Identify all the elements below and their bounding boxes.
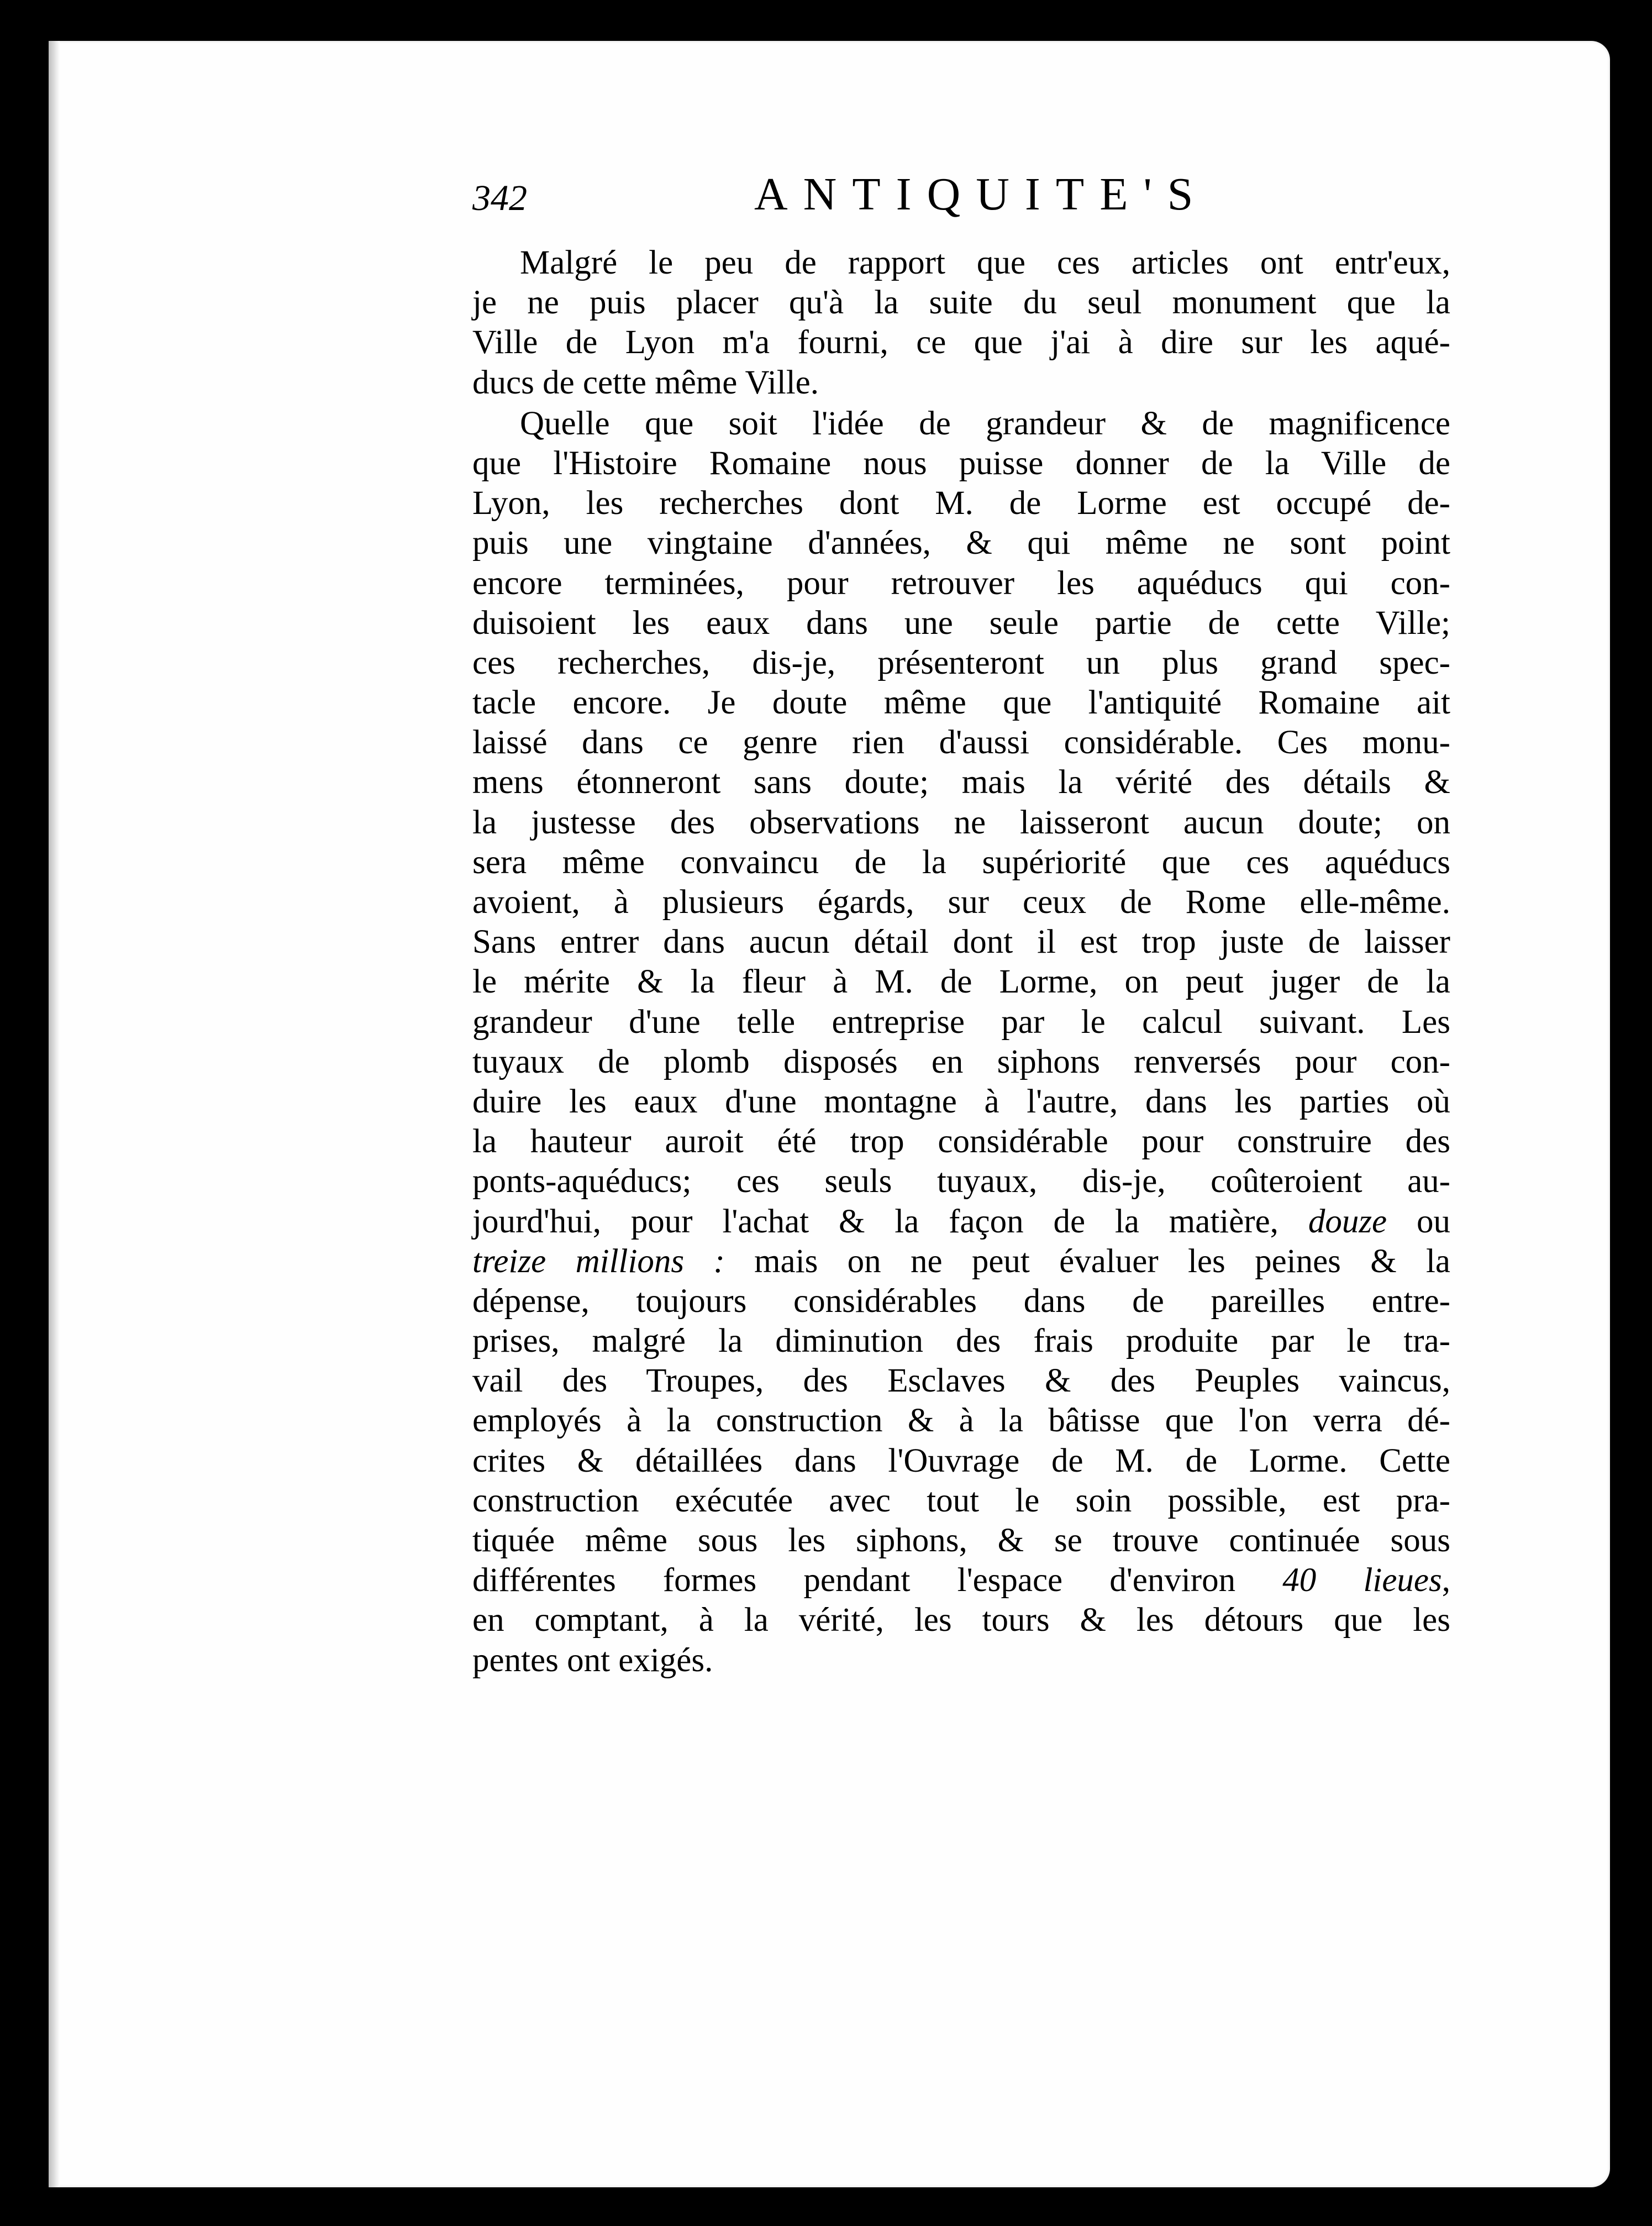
italic-text-span: 40 lieues (1282, 1562, 1442, 1599)
text-line: duisoient les eaux dans une seule partie de cette Ville; (472, 604, 1450, 642)
text-line: ces recherches, dis-je, présenteront un plus grand spec- (472, 644, 1450, 681)
running-title: ANTIQUITE'S (754, 169, 1209, 220)
text-line: grandeur d'une telle entreprise par le calcul suivant. Les (472, 1003, 1450, 1041)
text-line: la justesse des observations ne laisseront aucun doute; on (472, 804, 1450, 841)
text-line: tuyaux de plomb disposés en siphons renversés pour con- (472, 1043, 1450, 1080)
text-line: duire les eaux d'une montagne à l'autre, dans les parties où (472, 1083, 1450, 1120)
page-edge-shadow (49, 41, 60, 2187)
text-line: la hauteur auroit été trop considérable pour construire des (472, 1123, 1450, 1161)
text-line: ponts-aquéducs; ces seuls tuyaux, dis-je, coûteroient au- (472, 1163, 1450, 1200)
text-line: prises, malgré la diminution des frais produite par le tra- (472, 1322, 1450, 1360)
text-body (472, 243, 1450, 1681)
text-line: puis une vingtaine d'années, & qui même ne sont point (472, 524, 1450, 562)
italic-text-span: douze (1308, 1203, 1387, 1240)
paragraph-1 (472, 243, 1450, 403)
italic-text-span: treize millions : (472, 1242, 725, 1280)
text-span: , (1441, 1562, 1450, 1599)
text-line: avoient, à plusieurs égards, sur ceux de Rome elle-même. (472, 884, 1450, 921)
text-span: ou (1387, 1203, 1451, 1240)
text-line: que l'Histoire Romaine nous puisse donner de la Ville de (472, 444, 1450, 482)
text-line: vail des Troupes, des Esclaves & des Peuples vaincus, (472, 1362, 1450, 1400)
text-line: encore terminées, pour retrouver les aquéducs qui con- (472, 564, 1450, 602)
text-span: jourd'hui, pour l'achat & la façon de la matière, (472, 1203, 1308, 1240)
page-number: 342 (472, 178, 527, 218)
text-line: pentes ont exigés. (472, 1641, 713, 1679)
text-line: Quelle que soit l'idée de grandeur & de magnificence (520, 405, 1450, 442)
text-line-with-italic (472, 1202, 1450, 1242)
text-line: Malgré le peu de rapport que ces articles ont entr'eux, (520, 244, 1450, 281)
text-line: mens étonneront sans doute; mais la vérité des détails & (472, 764, 1450, 801)
text-line: tiquée même sous les siphons, & se trouve continuée sous (472, 1522, 1450, 1559)
text-line: construction exécutée avec tout le soin possible, est pra- (472, 1482, 1450, 1519)
text-line: Ville de Lyon m'a fourni, ce que j'ai à dire sur les aqué- (472, 324, 1450, 361)
text-line: le mérite & la fleur à M. de Lorme, on peut juger de la (472, 963, 1450, 1001)
text-line: Sans entrer dans aucun détail dont il est trop juste de laisser (472, 923, 1450, 961)
text-line: laissé dans ce genre rien d'aussi considérable. Ces monu- (472, 724, 1450, 762)
text-line: tacle encore. Je doute même que l'antiquité Romaine ait (472, 684, 1450, 722)
text-line: crites & détaillées dans l'Ouvrage de M. de Lorme. Cette (472, 1442, 1450, 1479)
text-span: différentes formes pendant l'espace d'environ (472, 1562, 1283, 1599)
text-line: je ne puis placer qu'à la suite du seul monument que la (472, 284, 1450, 322)
text-line: Lyon, les recherches dont M. de Lorme est occupé de- (472, 485, 1450, 522)
text-line: en comptant, à la vérité, les tours & les détours que les (472, 1602, 1450, 1639)
text-span: mais on ne peut évaluer les peines & la (724, 1242, 1451, 1280)
text-line-with-italic (472, 1561, 1450, 1600)
text-line: ducs de cette même Ville. (472, 364, 819, 401)
text-line-with-italic (472, 1242, 1450, 1282)
text-line: employés à la construction & à la bâtisse que l'on verra dé- (472, 1402, 1450, 1440)
text-line: dépense, toujours considérables dans de pareilles entre- (472, 1282, 1450, 1320)
paragraph-2 (472, 404, 1450, 1681)
text-line: sera même convaincu de la supériorité que ces aquéducs (472, 843, 1450, 881)
page-header (472, 167, 1450, 239)
